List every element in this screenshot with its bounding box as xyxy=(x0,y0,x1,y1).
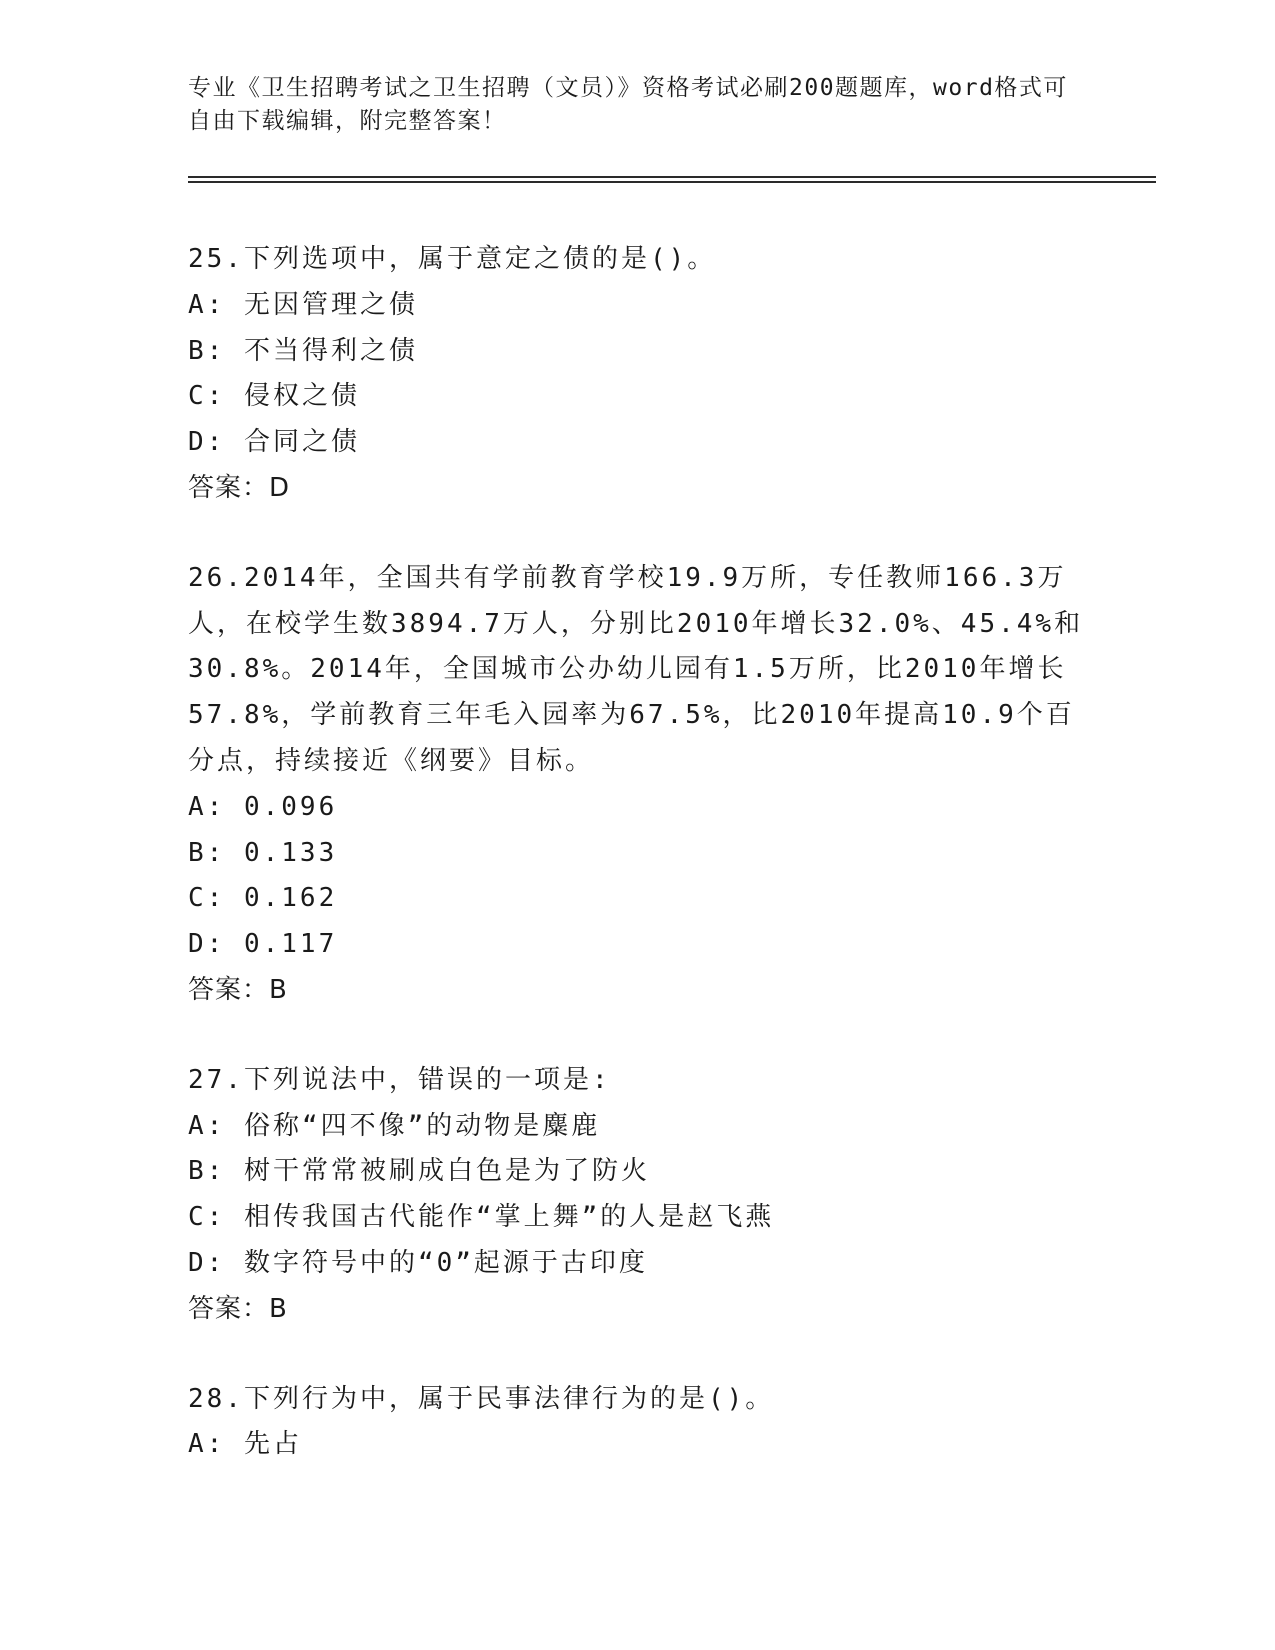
option-c: C: 相传我国古代能作“掌上舞”的人是赵飞燕 xyxy=(188,1202,775,1233)
question-list xyxy=(188,237,1088,1512)
option-a: A: 0.096 xyxy=(188,791,338,822)
header-divider-bottom xyxy=(188,181,1156,183)
question-stem: 28.下列行为中，属于民事法律行为的是()。 xyxy=(188,1383,775,1414)
option-c: C: 侵权之债 xyxy=(188,381,360,412)
option-c: C: 0.162 xyxy=(188,883,338,914)
answer-label: 答案：B xyxy=(188,974,288,1005)
option-d: D: 0.117 xyxy=(188,929,338,960)
document-header: 专业《卫生招聘考试之卫生招聘（文员）》资格考试必刷200题题库，word格式可自由下载编辑，附完整答案！ xyxy=(188,75,1068,134)
question-stem: 27.下列说法中，错误的一项是: xyxy=(188,1064,611,1095)
option-a: A: 先占 xyxy=(188,1429,302,1460)
question-28 xyxy=(188,1377,1088,1469)
question-25 xyxy=(188,237,1088,512)
option-d: D: 合同之债 xyxy=(188,427,360,458)
option-b: B: 树干常常被刷成白色是为了防火 xyxy=(188,1156,650,1187)
option-b: B: 0.133 xyxy=(188,837,338,868)
answer-label: 答案：B xyxy=(188,1293,288,1324)
option-d: D: 数字符号中的“0”起源于古印度 xyxy=(188,1247,648,1278)
question-stem: 25.下列选项中，属于意定之债的是()。 xyxy=(188,244,717,274)
answer-label: 答案：D xyxy=(188,472,291,503)
question-stem: 26.2014年，全国共有学前教育学校19.9万所，专任教师166.3万人，在校学生数3894.7万人，分别比2010年增长32.0%、45.4%和30.8%。2014年，全国城市公办幼儿园有1.5万所，比2010年增长57.8%，学前教育三年毛入园率为67.5%，比2010年提高10.9个百分点，持续接近《纲要》目标。 xyxy=(188,562,1084,776)
option-a: A: 俗称“四不像”的动物是麋鹿 xyxy=(188,1110,601,1141)
question-26 xyxy=(188,556,1088,1014)
option-a: A: 无因管理之债 xyxy=(188,289,418,320)
question-27 xyxy=(188,1058,1088,1333)
option-b: B: 不当得利之债 xyxy=(188,335,418,366)
header-divider-top xyxy=(188,176,1156,178)
